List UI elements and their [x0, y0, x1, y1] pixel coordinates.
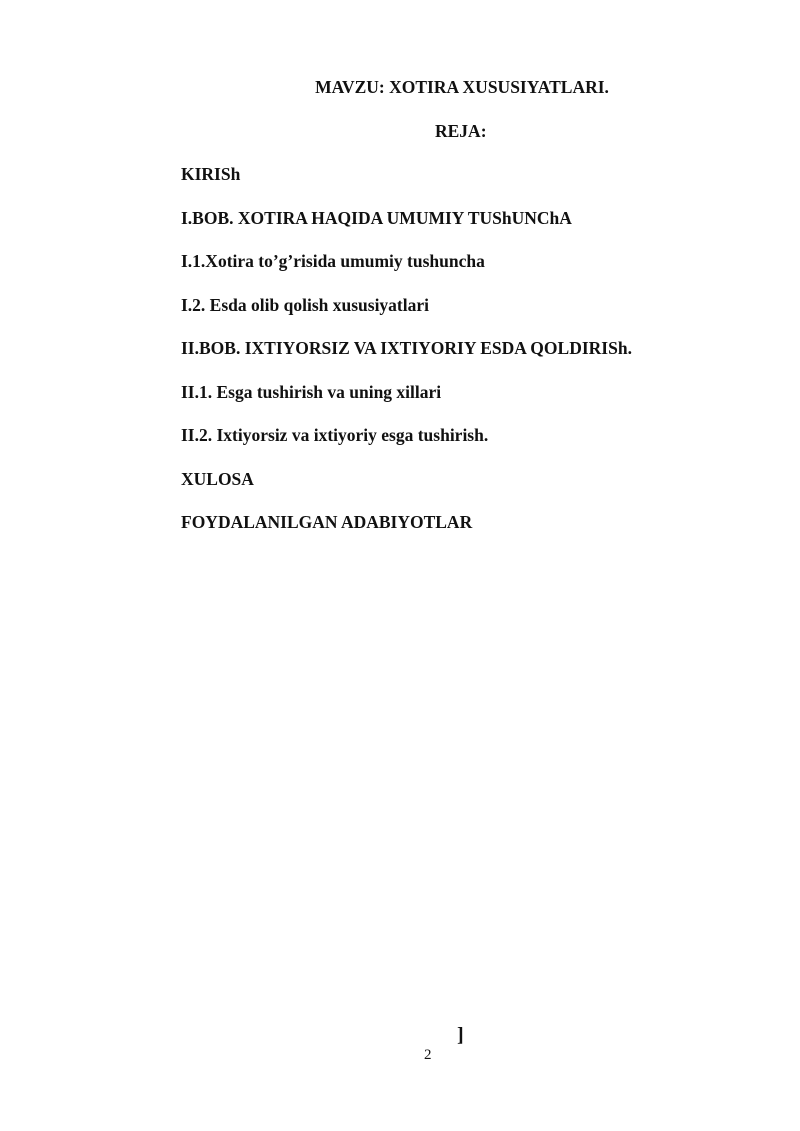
toc-item-section-2-1: II.1. Esga tushirish va uning xillari — [181, 381, 442, 402]
toc-item-references: FOYDALANILGAN ADABIYOTLAR — [181, 512, 473, 532]
toc-item-chapter-2: II.BOB. IXTIYORSIZ VA IXTIYORIY ESDA QOLDIRISh. — [181, 338, 632, 358]
toc-item-introduction: KIRISh — [181, 164, 241, 184]
document-title: MAVZU: XOTIRA XUSUSIYATLARI. — [315, 77, 609, 97]
toc-item-section-2-2: II.2. Ixtiyorsiz va ixtiyoriy esga tushirish. — [181, 425, 489, 445]
toc-item-section-1-2: I.2. Esda olib qolish xususiyatlari — [181, 294, 429, 315]
table-of-contents — [181, 163, 632, 555]
page-number: 2 — [424, 1047, 432, 1063]
toc-item-chapter-1: I.BOB. XOTIRA HAQIDA UMUMIY TUShUNChA — [181, 207, 572, 228]
bracket-mark: ] — [457, 1024, 464, 1046]
plan-heading: REJA: — [435, 121, 487, 141]
toc-item-conclusion: XULOSA — [181, 468, 254, 489]
toc-item-section-1-1: I.1.Xotira to’g’risida umumiy tushuncha — [181, 251, 485, 271]
